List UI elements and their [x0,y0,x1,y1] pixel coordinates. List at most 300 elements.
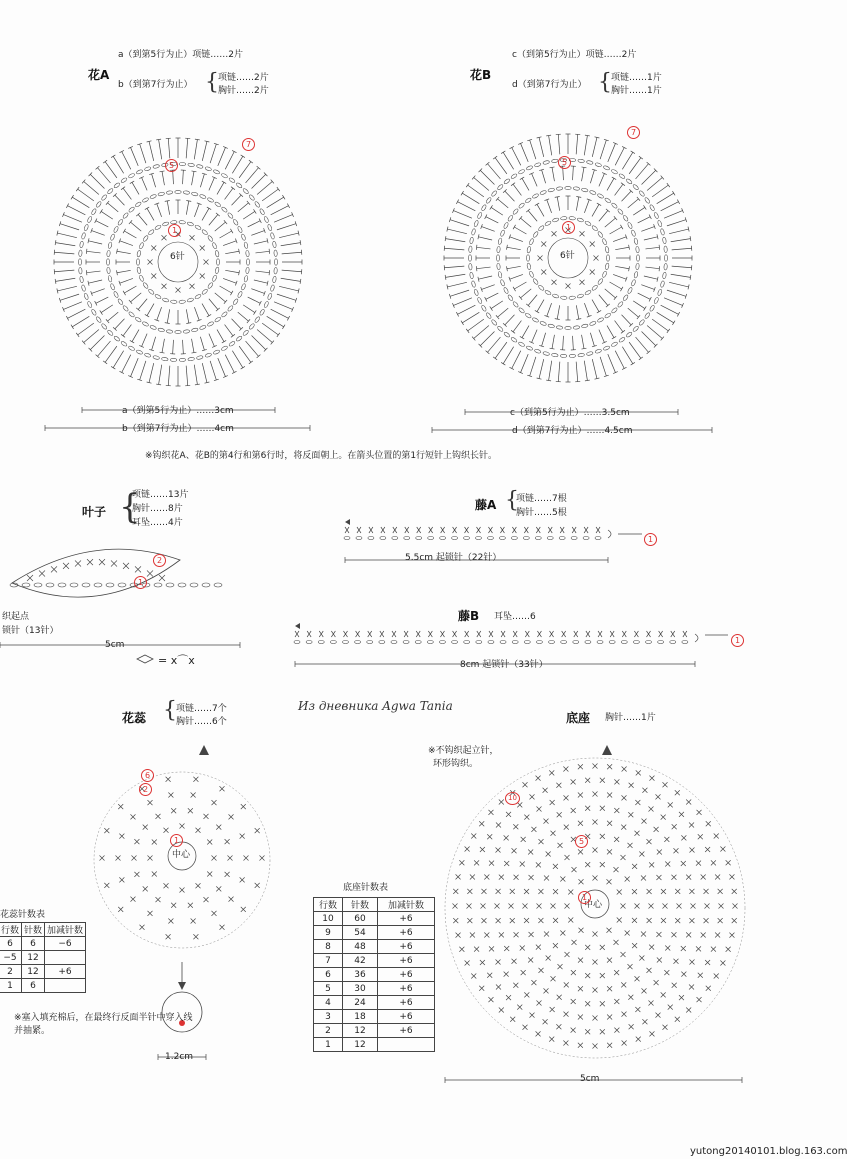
flower-a-row6 [242,329,249,336]
flower-a-row4 [166,330,173,334]
base-row [539,839,544,844]
base-row [621,1012,626,1017]
base-row [632,864,637,869]
flower-a-row4 [237,291,243,298]
base-row [719,904,724,909]
base-table-cell: 12 [343,1038,378,1052]
flower-a-row7 [195,384,200,385]
vine-a-chain [595,537,601,540]
flower-b-row7 [669,282,688,287]
row-marker-1: 1 [644,527,657,546]
flower-a-row7 [90,336,104,350]
base-row [488,997,493,1002]
flower-a-row3 [223,241,236,246]
base-row [607,958,612,963]
flower-a-row7 [72,316,89,326]
base-row [614,1028,619,1033]
pistil-row [134,872,139,877]
flower-b-row7 [622,152,632,169]
flower-b-row1 [538,256,543,261]
flower-a-row5 [95,301,97,305]
flower-b-row5 [477,247,491,249]
flower-a-row7 [90,174,104,188]
leaf-chain [202,583,210,587]
base-row [621,825,626,830]
base-table-row [314,954,435,968]
flower-b-row3 [555,319,560,320]
flower-b-row6 [660,228,665,235]
flower-b-row5 [641,285,654,290]
flower-a-row7 [119,371,123,373]
pistil-table-row [0,979,86,993]
base-row [565,952,570,957]
base-row [689,984,694,989]
flower-a-row3 [157,307,162,320]
base-row [563,1040,568,1045]
pistil-table-cell: 6 [0,937,22,951]
flower-b-row7 [462,193,479,203]
base-table-cell: 30 [343,982,378,996]
vine-b-stitch [489,631,493,637]
flower-b-row5 [638,293,651,299]
flower-a-row4 [227,212,234,219]
flower-b-row3 [615,247,629,249]
base-row [465,960,470,965]
flower-b-row7 [539,359,544,378]
flower-b-row7 [495,158,507,174]
base-row [530,794,535,799]
base-row [553,889,558,894]
base-row [607,928,612,933]
flower-b-row7 [667,183,670,187]
flower-a-row5 [162,171,164,185]
flower-a-row6 [188,357,195,361]
pistil-row [148,800,153,805]
base-row [720,960,725,965]
base-row [711,860,716,865]
flower-b-row7 [657,312,674,322]
flower-a-row3 [225,251,239,253]
base-row [543,1019,548,1024]
vine-b-stitch [622,631,626,637]
flower-b-row6 [632,325,639,332]
flower-b-row6 [657,220,662,227]
base-row [579,928,584,933]
base-row [614,867,619,872]
flower-b-row7 [592,137,597,156]
vine-b-stitch [647,631,651,637]
base-row [718,918,723,923]
flower-b-line-c: c（到第5行为止）项链……2片 [512,50,637,60]
leaf-chain [70,583,78,587]
row-marker-7: 7 [627,120,640,139]
base-row [720,847,725,852]
flower-b-row3 [576,305,578,319]
flower-b-row7 [521,354,529,372]
pistil-row [212,856,217,861]
signature: Из дневника Agwa Tania [298,699,453,713]
base-row [628,812,633,817]
flower-b-row5 [649,214,651,218]
flower-a-row4 [191,192,198,197]
flower-a-row6 [179,358,186,361]
flower-a-row5 [192,171,194,185]
flower-a-row3 [147,208,154,220]
pistil-row [212,911,217,916]
flower-b-row4 [611,307,618,314]
flower-b-row3 [547,303,552,316]
pistil-row [148,856,153,861]
flower-b-row4 [548,324,555,329]
base-row [471,974,476,979]
flower-b-row3 [629,245,630,250]
base-row [642,988,647,993]
pistil-brace: { [163,698,177,723]
flower-b-row7 [456,312,458,316]
vine-b-chain [330,641,336,644]
base-row [661,889,666,894]
vine-b-stitch [307,631,311,637]
leaf-brace: { [119,487,141,527]
pistil-row [228,856,233,861]
flower-b-row7 [677,312,679,316]
vine-a-chain [476,537,482,540]
flower-b-row6 [595,349,602,354]
flower-a-row6 [221,345,228,351]
pistil-size: 1.2cm [165,1052,194,1062]
flower-b-row3 [610,282,622,289]
flower-b-row5 [633,301,645,309]
flower-b-row5 [628,199,639,208]
flower-a-row4 [158,328,165,333]
flower-a-row7 [186,138,188,158]
base-row [686,875,691,880]
base-row [614,779,619,784]
base-row [551,831,556,836]
vine-b-chain [500,641,506,644]
base-row [487,973,492,978]
base-row [729,933,734,938]
flower-b-row6 [578,159,585,163]
flower-a-row7 [194,365,197,385]
base-table-cell: 2 [314,1024,343,1038]
flower-a-row3 [194,307,199,320]
base-row [512,848,517,853]
pistil-table-cell: −6 [45,937,86,951]
flower-a-row1 [176,288,181,293]
pistil-table-cell: 12 [22,965,45,979]
base-row [673,959,678,964]
base-row [496,918,501,923]
pistil-table-cell [45,951,86,965]
base-center: 中心 [584,900,603,910]
flower-a-row6 [270,285,275,292]
flower-b-row6 [664,255,667,261]
flower-a-row6 [205,353,212,358]
flower-b-row5 [498,199,509,208]
flower-b-row6 [503,178,510,184]
flower-b-row3 [610,227,622,234]
flower-a-row5 [130,181,134,184]
vine-b-stitch [440,631,444,637]
base-row [537,904,542,909]
flower-b-row6 [662,237,666,244]
leaf-width: 5cm [105,640,125,650]
flower-b-row5 [532,330,538,343]
flower-a-row6 [228,341,235,347]
flower-b-row2 [591,225,598,232]
flower-a-row5 [243,211,255,219]
vine-b-chain [597,641,603,644]
base-row [504,972,509,977]
flower-a-row6 [120,341,127,347]
leaf-chain [118,583,126,587]
flower-b-row5 [520,177,524,180]
leaf-stitch [63,563,69,569]
flower-b-row4 [589,321,596,326]
flower-b-row1 [541,270,546,275]
flower-a-title: 花A [88,68,110,82]
pistil-table-cell: 12 [22,951,45,965]
base-row [664,970,669,975]
flower-a-row7 [218,358,226,376]
flower-b-row7 [576,134,578,154]
flower-b-row5 [485,214,487,218]
flower-b-row7 [631,151,635,154]
flower-b-row6 [662,272,666,279]
base-row [661,815,666,820]
vine-b-chain [609,641,615,644]
base-row [607,1015,612,1020]
flower-a-row7 [149,363,154,382]
base-row [517,1005,522,1010]
flower-b-row2 [584,220,591,226]
pistil-row [191,919,196,924]
vine-a-item-1: 项链……7根 [516,494,567,504]
flower-a-row7 [122,355,131,373]
flower-b-row5 [513,321,521,332]
flower-b-row6 [626,331,633,337]
vine-b-stitch [610,631,614,637]
flower-a-row4 [175,190,181,193]
base-row [514,875,519,880]
flower-a-row7 [63,215,81,223]
flower-a-row6 [101,194,108,201]
flower-b-row6 [551,353,558,357]
flower-b-row6 [618,337,625,343]
flower-b-row7 [487,337,500,352]
flower-b-row4 [548,188,555,193]
flower-b-row5 [532,174,538,187]
flower-a-row5 [192,339,194,353]
vine-a-stitch [453,527,457,533]
base-row [629,783,634,788]
base-table-row [314,1024,435,1038]
flower-b-row3 [584,303,589,316]
flower-a-row7 [282,325,285,329]
base-row [689,889,694,894]
flower-b-row6 [469,237,473,244]
flower-a-row6 [267,224,272,231]
base-row [474,860,479,865]
base-row [553,943,558,948]
flower-a-row5 [88,280,102,283]
flower-a-row5 [222,340,226,343]
flower-b-dim-c: c（到第5行为止）……3.5cm [510,408,630,418]
flower-a-row7 [54,270,74,272]
flower-a-row3 [209,299,218,310]
flower-b-row1 [590,242,595,247]
vine-b-chain [561,641,567,644]
base-row [470,874,475,879]
pistil-row [240,877,245,882]
flower-a-row6 [205,166,212,171]
flower-a-row5 [132,330,139,342]
flower-b-row4 [636,263,640,270]
flower-a-row2 [162,298,169,303]
base-table-header: 针数 [343,898,378,912]
base-row [531,980,536,985]
base-row [523,782,528,787]
base-row [639,956,644,961]
flower-b-row3 [576,197,581,198]
base-row [459,947,464,952]
base-table-cell: 18 [343,1010,378,1024]
flower-a-row7 [54,252,74,254]
flower-a-row6 [236,335,243,341]
flower-b-row5 [498,308,509,317]
flower-a-row4 [246,259,249,265]
flower-a-row3 [186,201,188,215]
leaf-chain [58,583,66,587]
flower-a-row7 [271,309,289,318]
base-row [551,904,556,909]
row-marker-5: 5 [575,829,588,848]
flower-a-row5 [160,171,165,172]
base-row [546,851,551,856]
flower-b-row2 [605,246,609,253]
base-row [544,876,549,881]
flower-a-row3 [223,278,236,283]
pistil-table-header: 针数 [22,923,45,937]
flower-a-row7 [202,141,207,160]
flower-a-row4 [158,192,165,197]
base-row [557,812,562,817]
flower-b-row5 [622,191,632,201]
flower-b-row7 [495,342,507,358]
pistil-row [207,840,212,845]
flower-a-row2 [148,229,155,236]
pistil-title: 花蕊 [122,711,147,725]
vine-b-chain [452,641,458,644]
pistil-row [240,834,245,839]
base-row [726,860,731,865]
pistil-row [255,828,260,833]
base-row [488,810,493,815]
flower-b-row5 [522,326,529,338]
base-row [714,974,719,979]
flower-a-row5 [248,221,261,227]
base-table-header: 加减针数 [378,898,435,912]
flower-b-row7 [445,236,446,241]
flower-b-row7 [461,191,464,195]
vine-a-turn [608,530,611,538]
base-row [729,874,734,879]
flower-a-row5 [152,337,156,350]
flower-b-row3 [514,282,526,289]
base-row [568,890,573,895]
flower-a-row7 [300,279,301,284]
flower-b-row5 [513,184,521,195]
vine-b-chain [476,641,482,644]
flower-b-row7 [672,191,675,195]
base-row [679,812,684,817]
base-row [646,968,651,973]
flower-b-row6 [543,160,550,165]
vine-a-stitch [512,527,516,533]
flower-b-row5 [505,191,515,201]
row-marker-2: 2 [153,548,166,567]
flower-b-row5 [590,170,594,183]
flower-b-row7 [458,202,476,211]
flower-a-row6 [221,173,228,179]
flower-b-line-d1: 项链……1片 [611,73,662,83]
base-row [579,879,584,884]
flower-b-row2 [527,246,531,253]
flower-a-row2 [201,288,208,295]
flower-a-row5 [192,352,197,353]
flower-a-row4 [246,267,250,274]
base-row [550,800,555,805]
flower-b-row7 [622,367,626,369]
flower-b-row6 [638,319,645,326]
flower-a-row7 [140,144,146,163]
base-row [550,1007,555,1012]
pistil-item-1: 项链……7个 [176,704,227,714]
flower-a-row7 [78,189,94,201]
leaf-item-3: 耳坠……4片 [132,518,183,528]
flower-b-row7 [530,357,536,376]
base-start-icon [602,745,612,755]
flower-a-row4 [122,212,129,219]
flower-a-row4 [150,194,157,199]
flower-a-row7 [71,195,74,199]
flower-a-row7 [56,243,76,246]
flower-b-row4 [565,186,571,189]
flower-a-row6 [259,309,265,316]
base-row [671,932,676,937]
vine-a-stitch [465,527,469,533]
flower-b-row5 [490,205,493,209]
leaf-stitch [99,559,105,565]
flower-a-row5 [100,310,103,314]
flower-b-row6 [486,197,492,204]
flower-a-row6 [236,182,243,188]
flower-a-row2 [148,288,155,295]
flower-b-row7 [521,143,529,161]
row-marker-2: 2 [139,777,152,796]
flower-b-row4 [631,279,636,286]
flower-b-row4 [573,326,580,330]
base-row [701,932,706,937]
flower-b-row4 [512,208,519,215]
flower-b-row6 [468,255,471,261]
flower-a-row5 [123,325,131,336]
vine-b-stitch [550,631,554,637]
flower-b-center: 6针 [560,251,575,261]
vine-b-stitch [380,631,384,637]
flower-a-row2 [154,224,161,230]
